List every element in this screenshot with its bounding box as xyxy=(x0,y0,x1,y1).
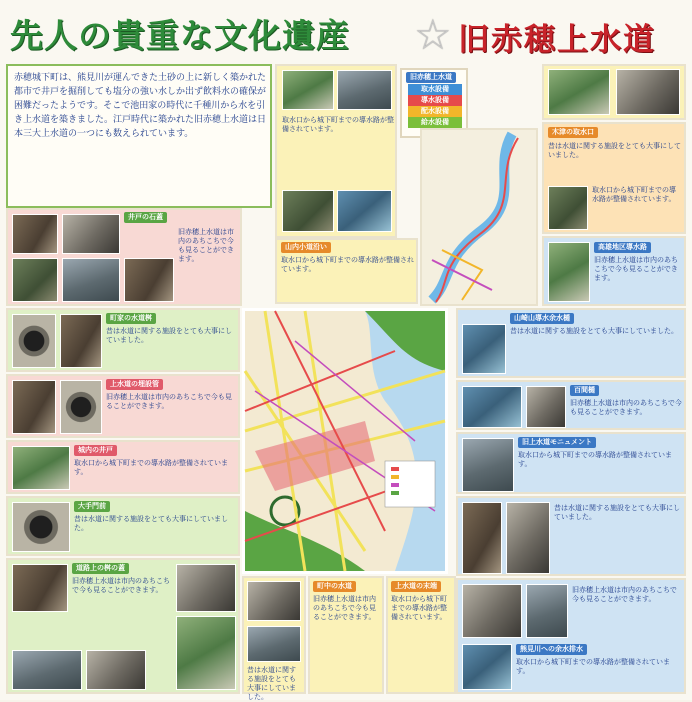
photo xyxy=(247,626,301,662)
section-text: 旧赤穂上水道は市内のあちこちで今も見ることができます。 xyxy=(570,399,682,416)
bottom-middle-3 xyxy=(386,576,456,694)
photo xyxy=(548,242,590,302)
section-text: 昔は水道に関する施設をとても大事にしていました。 xyxy=(247,666,296,701)
section-heading: 井戸の石蓋 xyxy=(124,212,167,223)
section-heading: 大手門前 xyxy=(74,501,110,512)
paragraph-text: 取水口から城下町までの導水路が整備されています。 xyxy=(282,116,394,133)
section-text: 取水口から城下町までの導水路が整備されています。 xyxy=(518,451,672,468)
bottom-middle-2 xyxy=(308,576,384,694)
photo xyxy=(462,584,522,638)
section-text: 旧赤穂上水道は市内のあちこちで今も見ることができます。 xyxy=(178,228,234,263)
section-text: 旧赤穂上水道は市内のあちこちで今も見ることができます。 xyxy=(313,595,376,621)
top-middle-panel xyxy=(275,64,397,238)
title-main: 先人の貴重な文化遺産 xyxy=(10,16,350,55)
photo xyxy=(62,214,120,254)
top-right-panel xyxy=(542,64,686,120)
legend-item-intake: 取水設備 xyxy=(408,84,462,95)
star-icon: ☆ xyxy=(414,10,452,59)
section-text: 昔は水道に関する施設をとても大事にしていました。 xyxy=(510,327,678,335)
section-text: 取水口から城下町までの導水路が整備されています。 xyxy=(281,256,414,273)
photo xyxy=(282,190,334,232)
section-heading: 町家の水道桝 xyxy=(106,313,156,324)
intro-text: 赤穂城下町は、熊見川が運んできた土砂の上に新しく築かれた都市で井戸を掘削しても塩分の強い水しか出ず飲料水の確保が困難だったようです。そこで池田家の時代に千種川から水を引き上水道を築きました。江戸時代に築かれた旧赤穂上水道は日本三大上水道の一つにも数えられています。 xyxy=(14,73,267,139)
legend-title: 旧赤穂上水道 xyxy=(406,72,456,83)
bottom-middle-1 xyxy=(242,576,306,701)
left-photo-panel xyxy=(6,208,242,306)
section-text: 旧赤穂上水道は市内のあちこちで今も見ることができます。 xyxy=(572,586,677,603)
photo xyxy=(462,386,522,428)
photo xyxy=(86,650,146,690)
photo xyxy=(526,584,568,638)
left-block-1 xyxy=(6,308,240,372)
section-text: 昔は水道に関する施設をとても大事にしていました。 xyxy=(106,327,232,344)
photo xyxy=(462,502,502,574)
photo xyxy=(247,581,301,621)
right-panel-2 xyxy=(542,236,686,306)
intake-text-2: 取水口から城下町までの導水路が整備されています。 xyxy=(592,186,676,203)
photo xyxy=(124,258,174,302)
legend-item-distribution: 配水設備 xyxy=(408,106,462,117)
photo xyxy=(12,258,58,302)
photo xyxy=(12,446,70,490)
right-block-4 xyxy=(456,496,686,576)
photo xyxy=(60,380,102,434)
photo xyxy=(548,69,610,115)
photo xyxy=(526,386,566,428)
section-text: 取水口から城下町までの導水路が整備されています。 xyxy=(516,658,670,675)
photo xyxy=(60,314,102,368)
photo xyxy=(462,324,506,374)
photo xyxy=(616,69,680,115)
middle-yellow-panel xyxy=(275,238,418,304)
section-heading: 旧上水道モニュメント xyxy=(518,437,596,448)
route-map xyxy=(422,130,536,304)
intake-text: 昔は水道に関する施設をとても大事にしていました。 xyxy=(548,142,681,159)
left-block-2 xyxy=(6,374,240,438)
photo xyxy=(548,186,588,230)
photo xyxy=(337,190,392,232)
right-block-2 xyxy=(456,380,686,430)
section-text: 取水口から城下町までの導水路が整備されています。 xyxy=(391,595,447,621)
legend-item-supply: 給水設備 xyxy=(408,117,462,128)
section-text: 昔は水道に関する施設をとても大事にしていました。 xyxy=(74,515,228,532)
section-heading: 高雄地区導水路 xyxy=(594,242,651,253)
section-text: 昔は水道に関する施設をとても大事にしていました。 xyxy=(554,504,680,521)
photo xyxy=(12,214,58,254)
distribution-map xyxy=(242,308,448,574)
photo xyxy=(176,564,236,612)
photo xyxy=(12,650,82,690)
left-block-4 xyxy=(6,496,240,556)
photo xyxy=(12,564,68,612)
section-heading: 上水道の末端 xyxy=(391,581,441,592)
route-map-panel xyxy=(420,128,538,306)
legend-item-conduit: 導水設備 xyxy=(408,95,462,106)
section-text: 取水口から城下町までの導水路が整備されています。 xyxy=(74,459,228,476)
left-block-3 xyxy=(6,440,240,494)
photo xyxy=(12,314,56,368)
right-block-1 xyxy=(456,308,686,378)
section-heading: 町中の水道 xyxy=(313,581,356,592)
photo xyxy=(62,258,120,302)
photo xyxy=(462,438,514,492)
section-text: 旧赤穂上水道は市内のあちこちで今も見ることができます。 xyxy=(594,256,678,282)
right-block-3 xyxy=(456,432,686,494)
photo xyxy=(12,502,70,552)
section-text: 旧赤穂上水道は市内のあちこちで今も見ることができます。 xyxy=(72,577,170,594)
section-heading: 城内の井戸 xyxy=(74,445,117,456)
photo xyxy=(12,380,56,434)
section-text: 旧赤穂上水道は市内のあちこちで今も見ることができます。 xyxy=(106,393,232,410)
section-heading: 山崎山導水余水樋 xyxy=(510,313,574,324)
title-subject: 旧赤穂上水道 xyxy=(458,22,656,58)
photo xyxy=(176,616,236,690)
photo xyxy=(337,70,392,110)
city-map xyxy=(245,311,445,571)
section-heading: 百間樋 xyxy=(570,385,599,396)
section-heading: 道路上の桝の蓋 xyxy=(72,563,129,574)
photo xyxy=(506,502,550,574)
intake-heading: 木津の取水口 xyxy=(548,127,598,138)
section-heading: 熊見川への余水排水 xyxy=(516,644,587,655)
section-heading: 山内小道沿い xyxy=(281,242,331,253)
photo xyxy=(282,70,334,110)
section-heading: 上水道の埋設管 xyxy=(106,379,163,390)
right-block-5 xyxy=(456,578,686,694)
left-block-5 xyxy=(6,558,240,694)
intake-panel xyxy=(542,122,686,234)
intro-panel xyxy=(6,64,272,208)
photo xyxy=(462,644,512,690)
poster-title xyxy=(6,8,686,64)
